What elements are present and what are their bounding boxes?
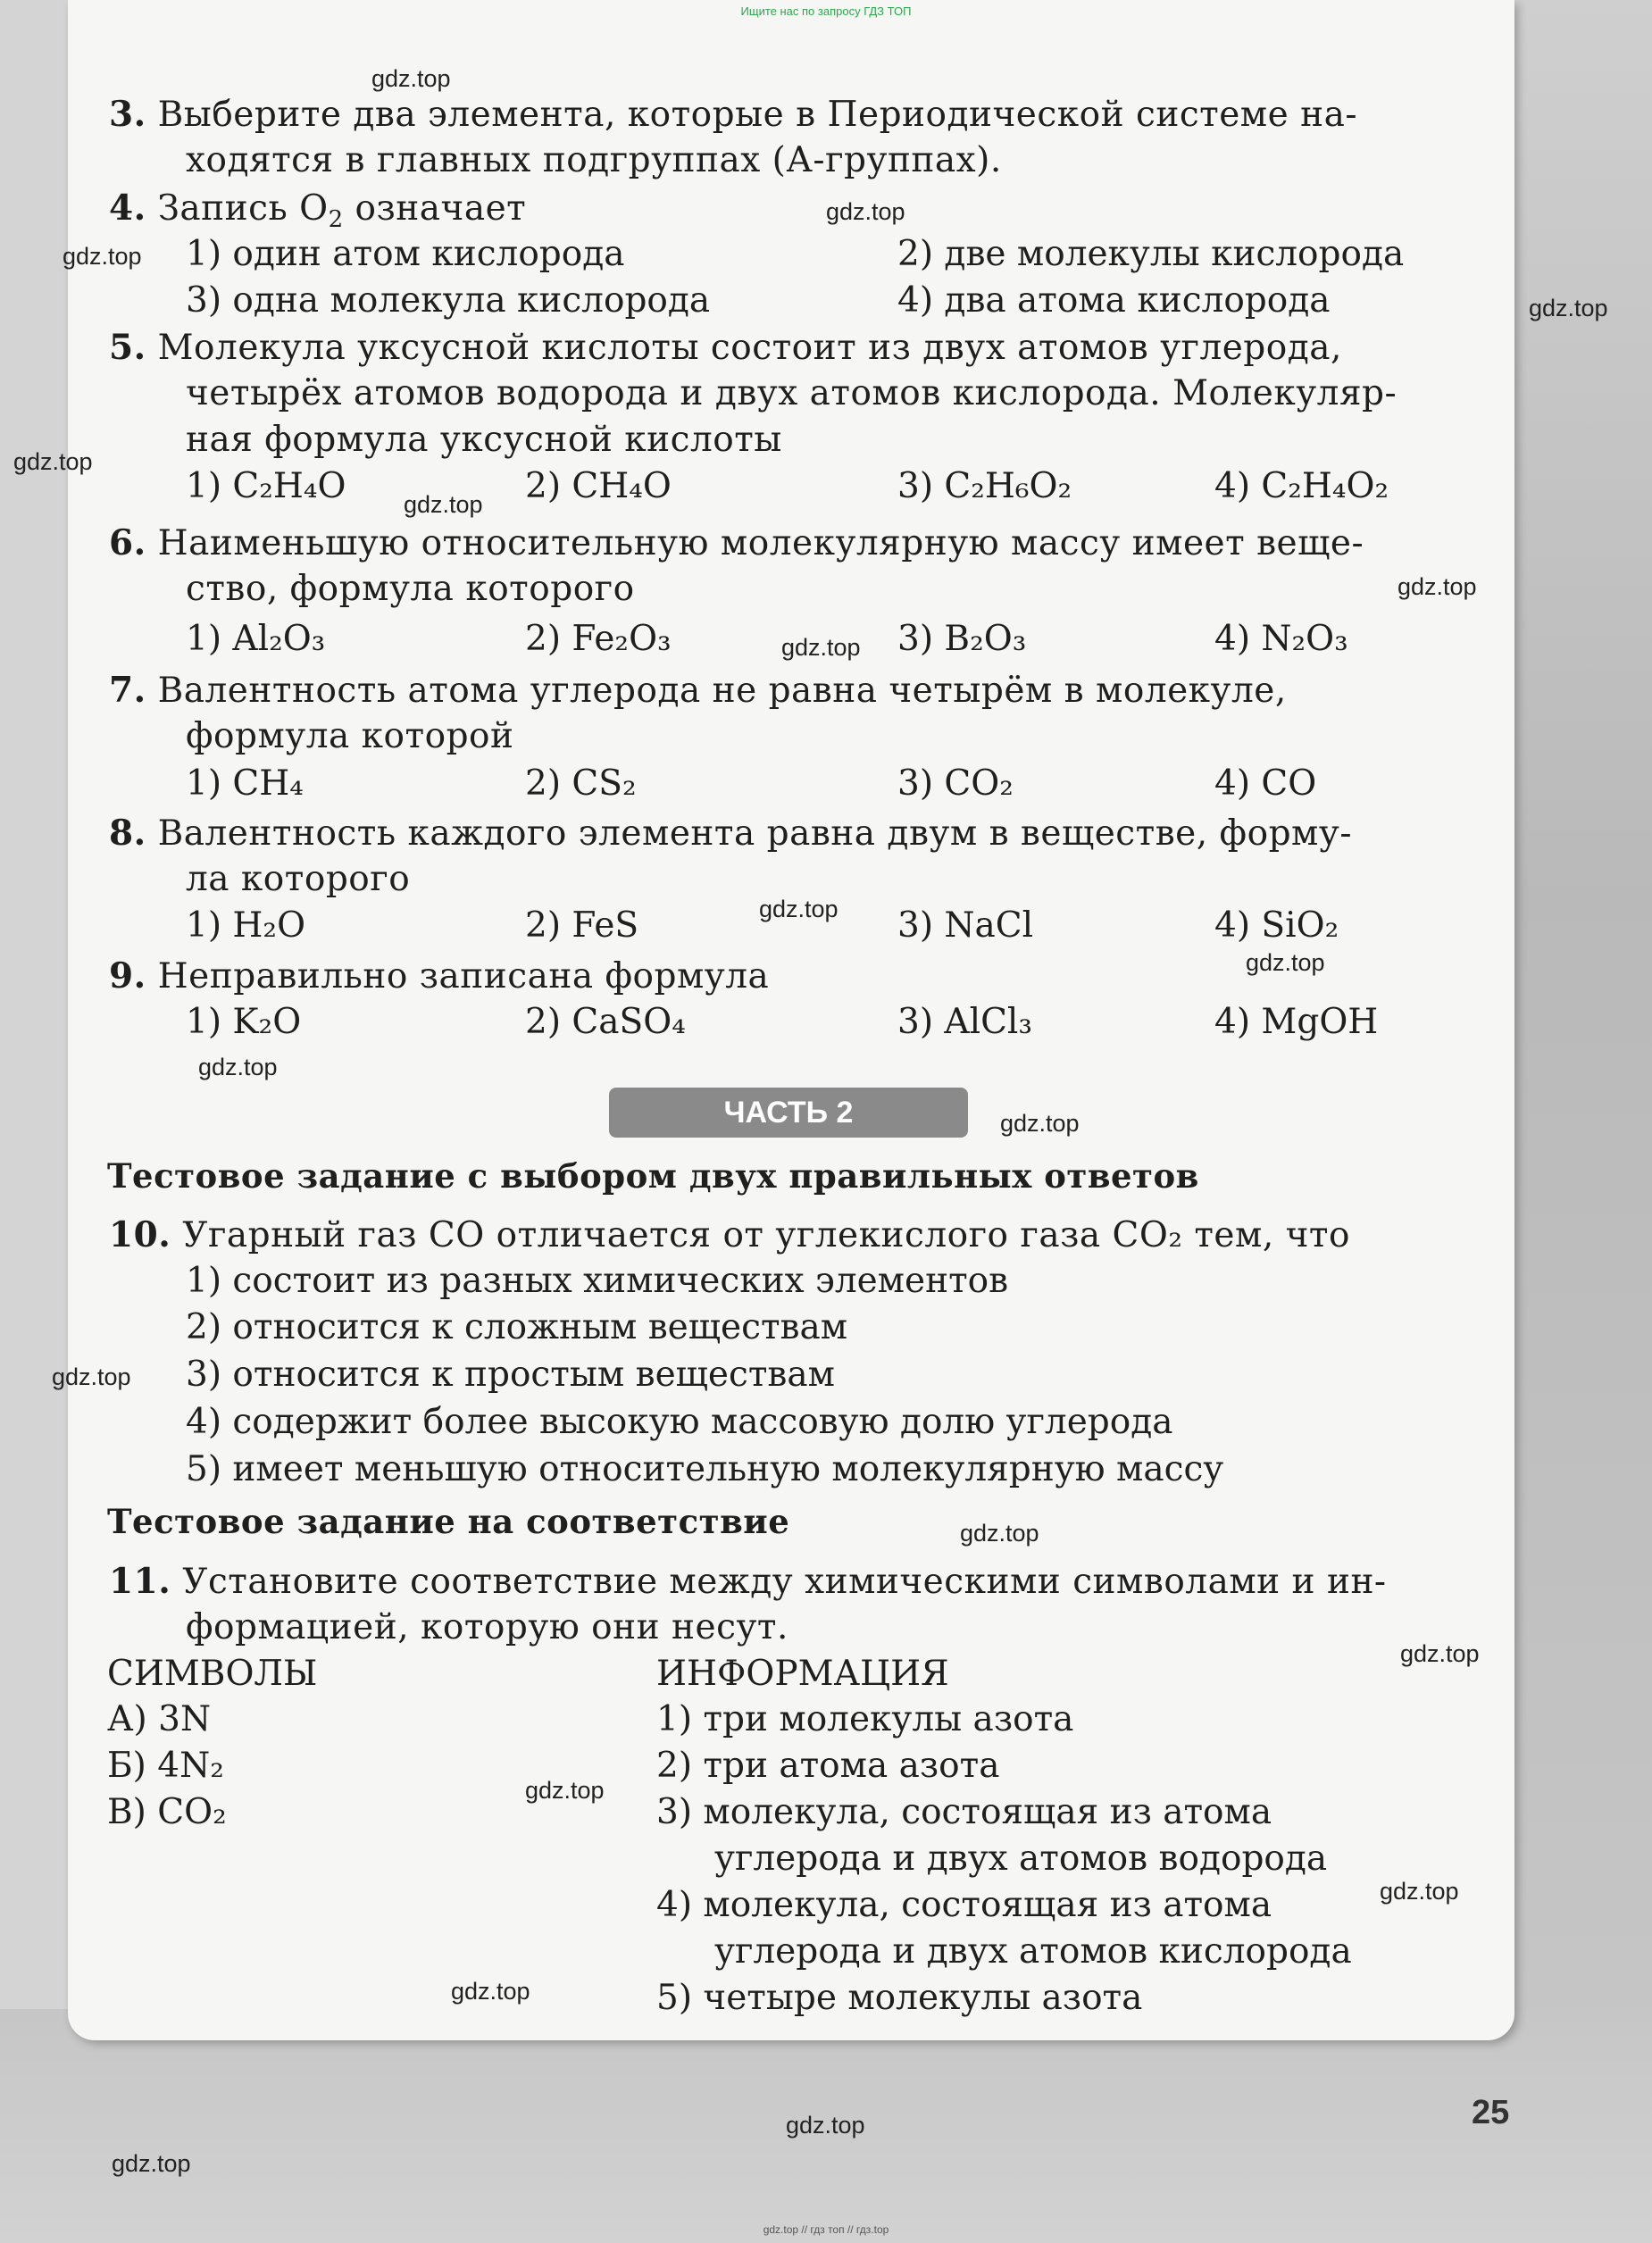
q9-number: 9. xyxy=(109,955,146,996)
watermark: gdz.top xyxy=(371,65,451,92)
q11-info-2: 2) три атома азота xyxy=(656,1746,1000,1786)
q10-option-2: 2) относится к сложным веществам xyxy=(186,1307,848,1347)
watermark: gdz.top xyxy=(1246,949,1325,976)
q3-line2: ходятся в главных подгруппах (А-группах). xyxy=(186,140,1002,180)
q4-stem-end: означает xyxy=(343,188,527,229)
top-banner[interactable]: Ищите нас по запросу ГДЗ ТОП xyxy=(740,4,912,18)
q4-option-2: 2) две молекулы кислорода xyxy=(897,234,1405,274)
q6-option-3: 3) B₂O₃ xyxy=(897,619,1027,659)
q6-number: 6. xyxy=(109,522,146,563)
q6-option-1: 1) Al₂O₃ xyxy=(186,619,326,659)
q9-text1: Неправильно записана формула xyxy=(157,956,770,996)
q4-option-4: 4) два атома кислорода xyxy=(897,280,1331,321)
watermark: gdz.top xyxy=(759,896,839,922)
q3-line1 xyxy=(109,94,1357,135)
q6-option-2: 2) Fe₂O₃ xyxy=(525,619,672,659)
watermark: gdz.top xyxy=(781,634,861,661)
watermark: gdz.top xyxy=(1400,1640,1480,1667)
page-number: 25 xyxy=(1472,2094,1510,2131)
q7-line2: формула которой xyxy=(186,716,514,756)
watermark: gdz.top xyxy=(112,2150,191,2177)
bottom-banner[interactable]: gdz.top // гдз топ // гдз.top xyxy=(763,2223,889,2236)
watermark: gdz.top xyxy=(52,1363,131,1390)
q11-info-4a: 4) молекула, состоящая из атома xyxy=(656,1885,1272,1925)
q8-line2: ла которого xyxy=(186,859,411,899)
q11-text1: Установите соответствие между химическими символами и ин- xyxy=(182,1562,1387,1602)
watermark: gdz.top xyxy=(826,198,905,225)
section-matching-heading: Тестовое задание на соответствие xyxy=(107,1502,790,1541)
q5-text1: Молекула уксусной кислоты состоит из двух атомов углерода, xyxy=(157,328,1342,368)
q11-info-5: 5) четыре молекулы азота xyxy=(656,1978,1143,2018)
q5-option-1: 1) C₂H₄O xyxy=(186,466,346,506)
q11-info-4b: углерода и двух атомов кислорода xyxy=(714,1931,1352,1972)
q8-line1 xyxy=(109,813,1352,854)
watermark: gdz.top xyxy=(1529,295,1608,321)
q11-info-1: 1) три молекулы азота xyxy=(656,1699,1074,1739)
q9-option-1: 1) K₂O xyxy=(186,1002,302,1042)
q7-option-3: 3) CO₂ xyxy=(897,763,1014,804)
watermark: gdz.top xyxy=(1380,1878,1459,1905)
q7-number: 7. xyxy=(109,670,146,711)
q5-option-2: 2) CH₄O xyxy=(525,466,672,506)
watermark: gdz.top xyxy=(525,1777,605,1804)
q6-text1: Наименьшую относительную молекулярную массу имеет веще- xyxy=(157,523,1364,563)
watermark: gdz.top xyxy=(1398,573,1477,600)
q11-info-3a: 3) молекула, состоящая из атома xyxy=(656,1792,1272,1832)
q5-option-3: 3) C₂H₆O₂ xyxy=(897,466,1072,506)
watermark: gdz.top xyxy=(786,2112,865,2139)
q8-option-2: 2) FeS xyxy=(525,905,639,946)
q8-option-3: 3) NaCl xyxy=(897,905,1034,946)
q10-line1 xyxy=(109,1214,1350,1255)
background-left xyxy=(0,0,70,2243)
q3-number: 3. xyxy=(109,94,146,135)
watermark: gdz.top xyxy=(451,1978,530,2005)
q3-text1: Выберите два элемента, которые в Периодической системе на- xyxy=(157,95,1358,135)
q5-line2: четырёх атомов водорода и двух атомов кислорода. Молекуляр- xyxy=(186,373,1398,413)
q9-line1 xyxy=(109,955,769,996)
q10-number: 10. xyxy=(109,1214,171,1255)
part-2-banner: ЧАСТЬ 2 xyxy=(609,1088,968,1138)
q11-symbol-c: В) CO₂ xyxy=(107,1792,227,1832)
watermark: gdz.top xyxy=(404,491,483,518)
q11-symbol-a: А) 3N xyxy=(107,1699,212,1739)
q4-stem-text: Запись O xyxy=(157,188,329,229)
section-two-answers-heading: Тестовое задание с выбором двух правильных ответов xyxy=(107,1156,1199,1196)
q4-stem-sub: 2 xyxy=(328,206,344,233)
q7-option-2: 2) CS₂ xyxy=(525,763,637,804)
watermark: gdz.top xyxy=(63,243,142,270)
q11-line2: формацией, которую они несут. xyxy=(186,1607,788,1647)
q10-option-3: 3) относится к простым веществам xyxy=(186,1355,835,1395)
q5-number: 5. xyxy=(109,327,146,368)
q7-text1: Валентность атома углерода не равна четырём в молекуле, xyxy=(157,671,1287,711)
q10-text1: Угарный газ CO отличается от углекислого газа CO₂ тем, что xyxy=(182,1215,1350,1255)
q11-symbol-b: Б) 4N₂ xyxy=(107,1746,224,1786)
q7-option-1: 1) CH₄ xyxy=(186,763,304,804)
q11-info-3b: углерода и двух атомов водорода xyxy=(714,1839,1328,1879)
q10-option-1: 1) состоит из разных химических элементов xyxy=(186,1261,1009,1301)
q5-line3: ная формула уксусной кислоты xyxy=(186,420,782,460)
q4-number: 4. xyxy=(109,188,146,229)
q4-option-1: 1) один атом кислорода xyxy=(186,234,625,274)
q9-option-3: 3) AlCl₃ xyxy=(897,1002,1033,1042)
q9-option-2: 2) CaSO₄ xyxy=(525,1002,686,1042)
q9-option-4: 4) MgOH xyxy=(1214,1002,1379,1042)
watermark: gdz.top xyxy=(13,448,93,475)
q10-option-4: 4) содержит более высокую массовую долю углерода xyxy=(186,1402,1173,1442)
q4-stem xyxy=(109,188,526,233)
watermark: gdz.top xyxy=(198,1054,278,1080)
q8-option-4: 4) SiO₂ xyxy=(1214,905,1339,946)
q11-info-header: ИНФОРМАЦИЯ xyxy=(656,1654,949,1694)
q8-number: 8. xyxy=(109,813,146,854)
q11-number: 11. xyxy=(109,1561,171,1602)
q5-option-4: 4) C₂H₄O₂ xyxy=(1214,466,1389,506)
q6-line2: ство, формула которого xyxy=(186,569,635,609)
q7-line1 xyxy=(109,670,1287,711)
q4-option-3: 3) одна молекула кислорода xyxy=(186,280,711,321)
q11-line1 xyxy=(109,1561,1387,1602)
q6-line1 xyxy=(109,522,1364,563)
q8-option-1: 1) H₂O xyxy=(186,905,306,946)
q7-option-4: 4) CO xyxy=(1214,763,1317,804)
q10-option-5: 5) имеет меньшую относительную молекулярную массу xyxy=(186,1449,1224,1489)
q8-text1: Валентность каждого элемента равна двум в веществе, форму- xyxy=(157,813,1352,854)
watermark: gdz.top xyxy=(1000,1110,1080,1137)
q6-option-4: 4) N₂O₃ xyxy=(1214,619,1348,659)
q5-line1 xyxy=(109,327,1342,368)
q11-symbols-header: СИМВОЛЫ xyxy=(107,1654,318,1694)
watermark: gdz.top xyxy=(960,1520,1039,1547)
